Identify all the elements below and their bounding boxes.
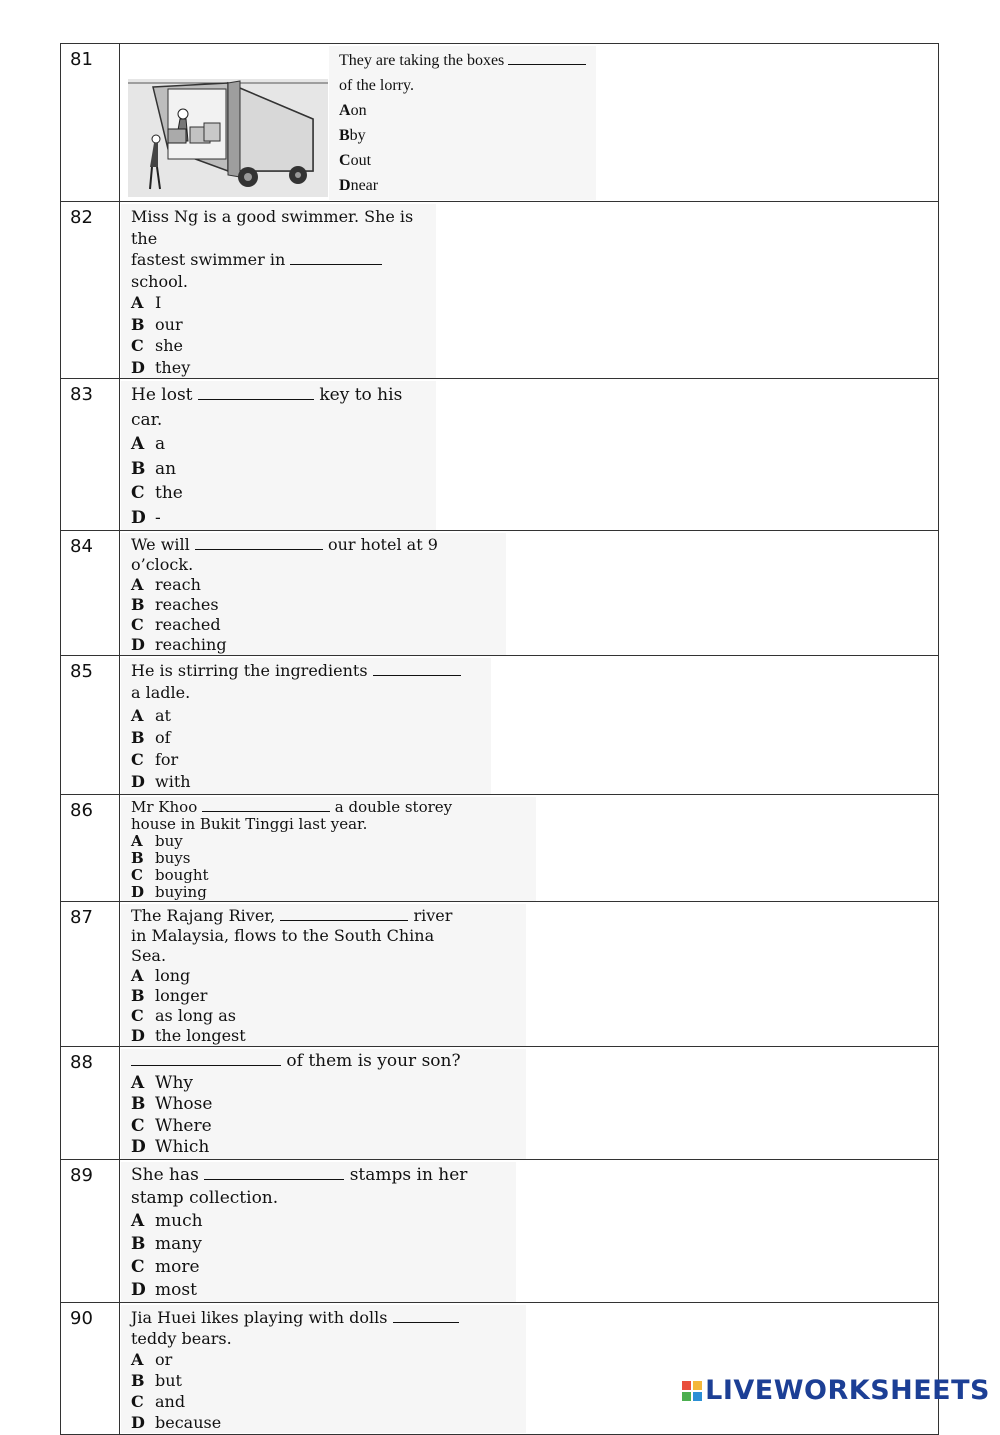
- question-number: 90: [61, 1302, 120, 1434]
- option-b[interactable]: B our: [131, 314, 183, 334]
- question-stem: They are taking the boxes: [339, 52, 505, 69]
- question-row-89: [61, 1159, 939, 1302]
- question-row-81: [61, 44, 939, 202]
- option-c[interactable]: C for: [131, 750, 179, 770]
- option-b[interactable]: B Whose: [131, 1094, 213, 1114]
- question-stem: Sea.: [131, 946, 167, 965]
- question-number: 82: [61, 202, 120, 379]
- question-number: 81: [61, 44, 120, 202]
- question-cell: [120, 795, 939, 902]
- option-d[interactable]: D most: [131, 1279, 197, 1300]
- question-stem: fastest swimmer in: [131, 250, 286, 269]
- option-a[interactable]: A or: [131, 1349, 173, 1369]
- question-stem: a double storey: [334, 798, 453, 816]
- answer-blank[interactable]: [202, 799, 330, 812]
- question-text-box: [329, 46, 596, 200]
- question-stem: house in Bukit Tinggi last year.: [131, 815, 368, 833]
- question-cell: [120, 202, 939, 379]
- answer-blank[interactable]: [280, 908, 408, 921]
- option-c[interactable]: C as long as: [131, 1006, 236, 1025]
- option-c[interactable]: C more: [131, 1256, 200, 1277]
- option-a[interactable]: A much: [131, 1210, 203, 1231]
- question-stem: o’clock.: [131, 555, 194, 574]
- option-c[interactable]: C and: [131, 1391, 186, 1411]
- option-a[interactable]: A a: [131, 434, 166, 454]
- question-cell: [120, 44, 939, 202]
- liveworksheets-logo[interactable]: [682, 1375, 990, 1406]
- option-d[interactable]: D Which: [131, 1137, 210, 1157]
- question-number: 89: [61, 1159, 120, 1302]
- question-stem: Miss Ng is a good swimmer. She is the: [131, 207, 414, 248]
- option-d[interactable]: Dnear: [339, 177, 379, 194]
- question-text-box: [121, 381, 436, 530]
- option-b[interactable]: B reaches: [131, 595, 219, 614]
- option-a[interactable]: Aon: [339, 102, 367, 119]
- question-cell: [120, 1047, 939, 1160]
- option-b[interactable]: B of: [131, 727, 171, 747]
- question-text-box: [121, 904, 526, 1046]
- option-b[interactable]: Bby: [339, 127, 366, 144]
- question-text-box: [121, 204, 436, 378]
- answer-blank[interactable]: [373, 663, 461, 676]
- question-stem: stamp collection.: [131, 1187, 279, 1208]
- option-b[interactable]: B buys: [131, 849, 191, 867]
- answer-blank[interactable]: [198, 387, 314, 400]
- question-text-box: [121, 797, 536, 901]
- question-text-box: [121, 1162, 516, 1302]
- question-number: 85: [61, 656, 120, 795]
- answer-blank[interactable]: [195, 537, 323, 550]
- worksheet-table: [60, 43, 939, 1435]
- question-row-88: [61, 1047, 939, 1160]
- question-stem: We will: [131, 535, 190, 554]
- option-a[interactable]: A buy: [131, 832, 183, 850]
- question-stem: He is stirring the ingredients: [131, 661, 368, 680]
- question-row-85: [61, 656, 939, 795]
- option-b[interactable]: B an: [131, 458, 177, 479]
- question-number: 86: [61, 795, 120, 902]
- logo-text: LIVEWORKSHEETS: [705, 1375, 990, 1406]
- question-stem: The Rajang River,: [131, 906, 276, 925]
- answer-blank[interactable]: [508, 52, 586, 65]
- question-stem: Jia Huei likes playing with dolls: [131, 1307, 388, 1327]
- question-row-87: [61, 902, 939, 1047]
- option-c[interactable]: C the: [131, 483, 183, 503]
- question-stem: He lost: [131, 385, 193, 405]
- liveworksheets-logo-icon: [682, 1381, 702, 1401]
- question-cell: [120, 1159, 939, 1302]
- option-d[interactable]: D buying: [131, 883, 207, 901]
- option-a[interactable]: A reach: [131, 575, 201, 594]
- option-c[interactable]: C Where: [131, 1115, 212, 1136]
- question-text-box: [121, 1049, 526, 1159]
- question-text-box: [121, 1305, 526, 1433]
- question-row-84: [61, 531, 939, 656]
- option-d[interactable]: D reaching: [131, 635, 227, 654]
- question-text-box: [121, 658, 491, 794]
- question-stem: key to his car.: [131, 385, 403, 430]
- question-row-82: [61, 202, 939, 379]
- option-d[interactable]: D with: [131, 772, 191, 792]
- option-c[interactable]: C she: [131, 336, 183, 355]
- lorry-unloading-illustration: [128, 79, 328, 197]
- question-stem: a ladle.: [131, 683, 191, 703]
- answer-blank[interactable]: [204, 1167, 344, 1180]
- question-stem: in Malaysia, flows to the South China: [131, 926, 435, 945]
- question-stem: teddy bears.: [131, 1328, 232, 1348]
- option-d[interactable]: D because: [131, 1412, 222, 1432]
- answer-blank[interactable]: [393, 1310, 459, 1323]
- option-a[interactable]: A Why: [131, 1072, 194, 1093]
- question-cell: [120, 902, 939, 1047]
- question-number: 88: [61, 1047, 120, 1160]
- question-stem: stamps in her: [349, 1164, 468, 1185]
- answer-blank[interactable]: [290, 252, 382, 265]
- question-stem: of the lorry.: [339, 77, 414, 94]
- question-number: 83: [61, 379, 120, 531]
- option-d[interactable]: D the longest: [131, 1026, 246, 1045]
- question-text-box: [121, 533, 506, 655]
- question-stem: school.: [131, 271, 188, 291]
- option-a[interactable]: A I: [131, 293, 162, 312]
- option-b[interactable]: B many: [131, 1233, 202, 1254]
- option-a[interactable]: A long: [131, 966, 191, 985]
- question-row-83: [61, 379, 939, 531]
- question-number: 84: [61, 531, 120, 656]
- question-stem: She has: [131, 1164, 199, 1185]
- question-stem: our hotel at 9: [327, 535, 438, 554]
- option-b[interactable]: B longer: [131, 986, 208, 1005]
- question-cell: [120, 531, 939, 656]
- question-stem: river: [413, 906, 453, 925]
- option-c[interactable]: C bought: [131, 866, 209, 884]
- question-number: 87: [61, 902, 120, 1047]
- question-cell: [120, 656, 939, 795]
- question-stem: of them is your son?: [286, 1051, 461, 1071]
- question-cell: [120, 1302, 939, 1434]
- option-d[interactable]: D -: [131, 507, 161, 528]
- option-b[interactable]: B but: [131, 1370, 182, 1390]
- option-d[interactable]: D they: [131, 357, 191, 377]
- question-row-90: [61, 1302, 939, 1434]
- answer-blank[interactable]: [131, 1053, 281, 1066]
- option-a[interactable]: A at: [131, 705, 171, 725]
- question-cell: [120, 379, 939, 531]
- option-c[interactable]: Cout: [339, 152, 372, 169]
- question-stem: Mr Khoo: [131, 798, 198, 816]
- option-c[interactable]: C reached: [131, 615, 221, 634]
- question-row-86: [61, 795, 939, 902]
